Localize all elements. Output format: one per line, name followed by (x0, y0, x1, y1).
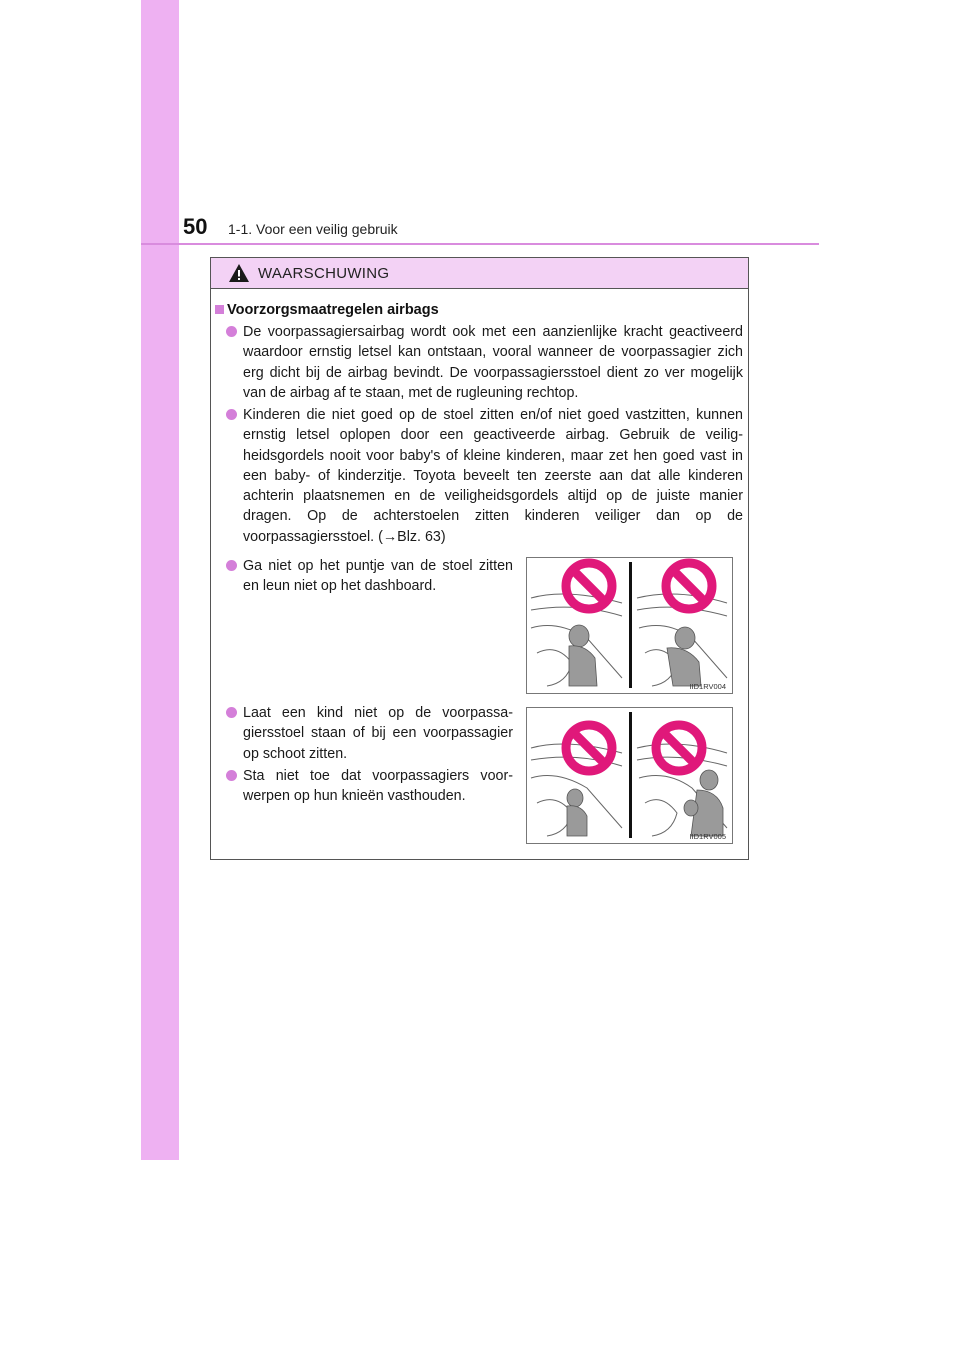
bullet-item (243, 703, 513, 764)
warning-subheading (215, 302, 439, 318)
chapter-side-bar (141, 0, 179, 1160)
warning-title: WAARSCHUWING (258, 264, 390, 282)
header-rule (141, 243, 819, 245)
illustration-leaning-dashboard (526, 557, 733, 694)
section-title: 1-1. Voor een veilig gebruik (228, 221, 398, 237)
bullet-text: De voorpassagiersairbag wordt ook met een aanzienlijke kracht geactiveerd waardoor ernstig letsel kan ontstaan, vooral wanneer de voorpassagier zich erg dicht bij de airbag bevindt. De voorpassagiersstoel dient zo ver mogelijk van de airbag af te staan, met de rugleuning rechtop. (243, 324, 743, 401)
prohibited-icon (656, 725, 702, 771)
page-number: 50 (183, 214, 208, 239)
bullet-text: Laat een kind niet op de voorpassagiersstoel staan of bij een voorpassagier op schoot zitten. (243, 705, 513, 762)
prohibited-icon (666, 563, 712, 609)
bullet-text: Sta niet toe dat voorpassagiers voorwerpen op hun knieën vasthouden. (243, 768, 513, 805)
prohibited-icon (566, 725, 612, 771)
square-bullet-icon (215, 305, 224, 314)
bullet-item (243, 766, 513, 807)
car-interior-illustration (527, 708, 732, 843)
bullet-dot-icon (226, 326, 237, 337)
subheading-text: Voorzorgsmaatregelen airbags (227, 302, 439, 318)
bullet-item (243, 405, 743, 547)
bullet-dot-icon (226, 409, 237, 420)
bullet-dot-icon (226, 770, 237, 781)
bullet-item (243, 322, 743, 403)
car-interior-illustration (527, 558, 732, 693)
prohibited-icon (566, 563, 612, 609)
warning-triangle-icon (228, 263, 250, 283)
warning-box (210, 257, 749, 860)
bullet-dot-icon (226, 707, 237, 718)
illustration-child-on-seat (526, 707, 733, 844)
bullet-item (243, 556, 513, 597)
warning-header (211, 258, 748, 289)
bullet-text: Kinderen die niet goed op de stoel zitten en/of niet goed vastzitten, kunnen ernstig letsel oplopen door een geactiveerde airbag. Gebruik de veiligheidsgordels nooit voor baby's of kleine kinderen, maar zet hen goed vast in een baby- of kinderzitje. Toyota beveelt ten zeerste aan dat alle kinderen achterin plaatsnemen en de veiligheidsgordels altijd op de juiste manier dragen. Op de achterstoelen zitten kinderen veiliger dan op de voorpassagiersstoel. (→Blz. 63) (243, 407, 743, 545)
bullet-dot-icon (226, 560, 237, 571)
bullet-text: Ga niet op het puntje van de stoel zitten en leun niet op het dashboard. (243, 558, 513, 595)
illustration-code: IID1RV005 (689, 832, 726, 841)
illustration-code: IID1RV004 (689, 682, 726, 691)
